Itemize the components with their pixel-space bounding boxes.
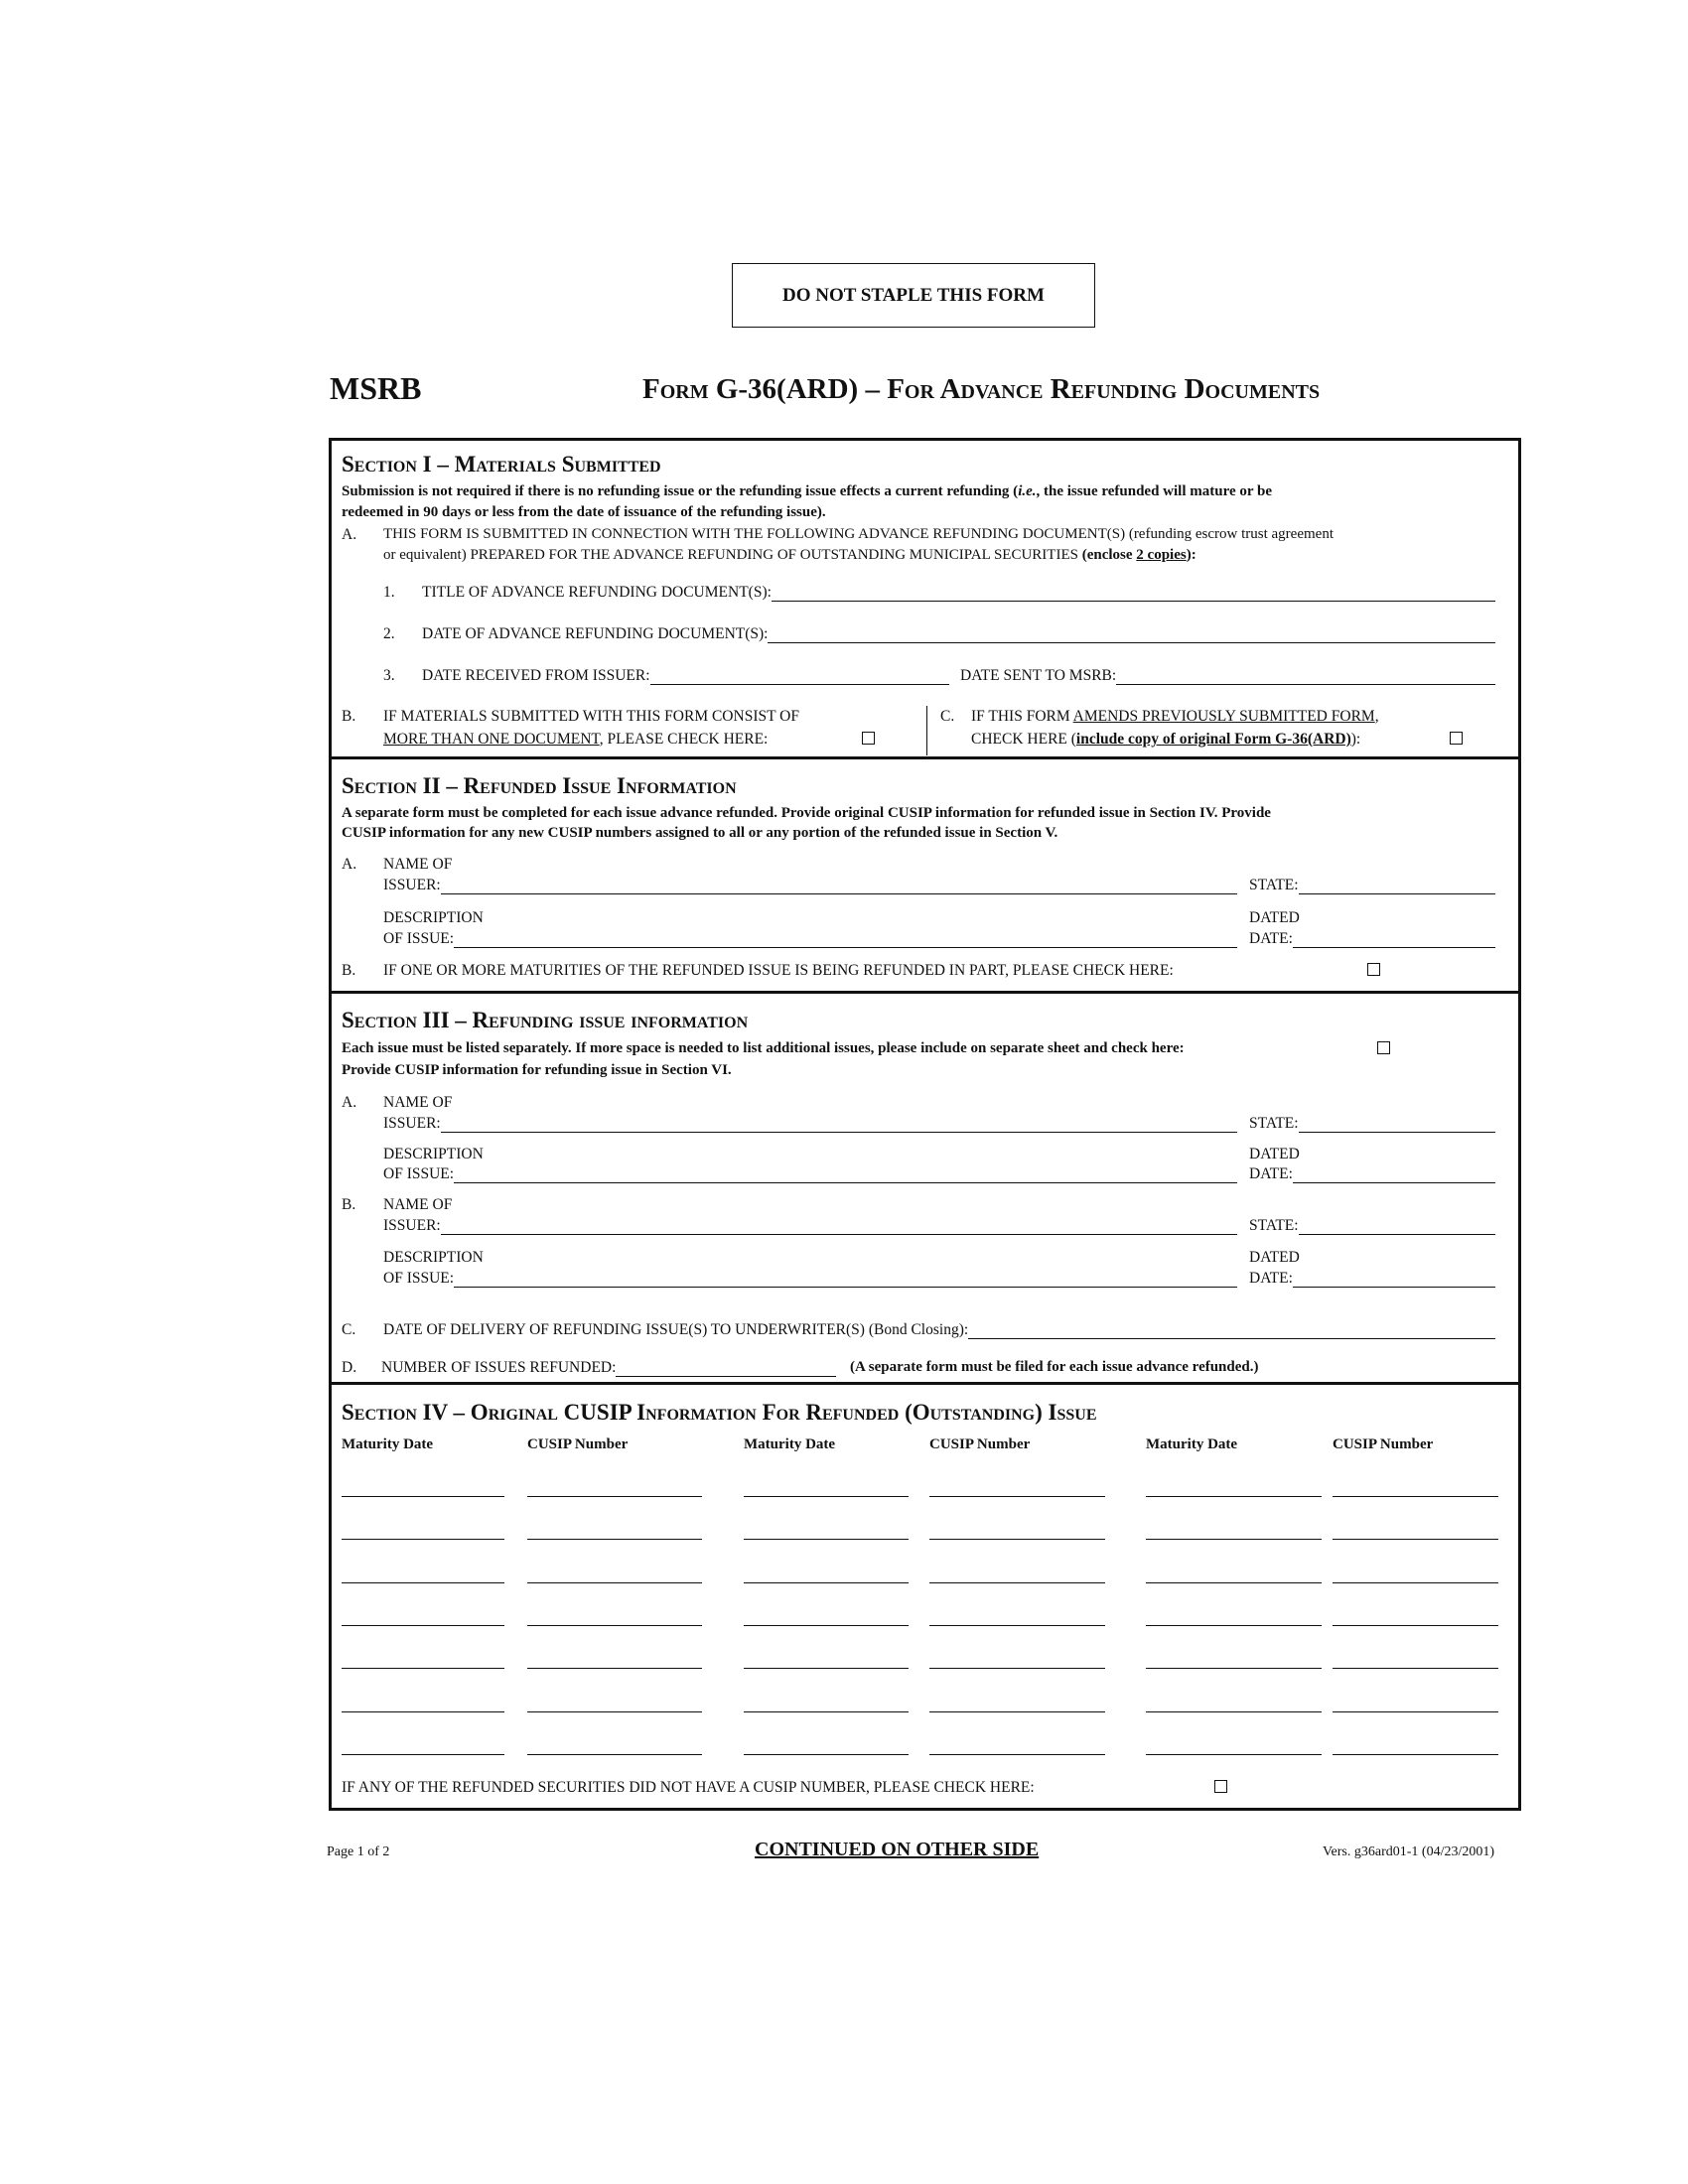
description-row xyxy=(383,1270,1239,1288)
item-letter: C. xyxy=(342,1321,356,1338)
cusip-number-input[interactable] xyxy=(1333,1539,1498,1540)
column-header: CUSIP Number xyxy=(1333,1436,1434,1452)
issuer-row xyxy=(383,1217,1239,1235)
item-letter: B. xyxy=(342,708,356,725)
field-label: DATE: xyxy=(1249,930,1293,947)
section-divider xyxy=(329,756,1521,759)
cusip-number-input[interactable] xyxy=(1333,1711,1498,1712)
cusip-number-input[interactable] xyxy=(1333,1754,1498,1755)
section-3-note: Each issue must be listed separately. If more space is needed to list additional issues, please include on separate sheet and check here: xyxy=(342,1040,1185,1056)
field-label: STATE: xyxy=(1249,1115,1299,1132)
section-1-b-text xyxy=(383,731,768,749)
maturity-date-input[interactable] xyxy=(1146,1582,1322,1583)
state-row xyxy=(1249,1115,1497,1133)
maturity-date-input[interactable] xyxy=(342,1496,504,1497)
field-label: DESCRIPTION xyxy=(383,1146,484,1162)
section-divider xyxy=(329,1382,1521,1385)
issuer-row xyxy=(383,877,1239,894)
item-letter: B. xyxy=(342,1196,356,1213)
field-label: OF ISSUE: xyxy=(383,1270,455,1287)
maturity-date-input[interactable] xyxy=(342,1582,504,1583)
issuer-input[interactable] xyxy=(441,878,1237,894)
section-1-a-text xyxy=(383,547,1196,564)
cusip-number-input[interactable] xyxy=(929,1668,1105,1669)
received-field-row xyxy=(383,667,951,685)
section-1-title: Section I – Materials Submitted xyxy=(342,452,661,477)
text: , PLEASE CHECK HERE: xyxy=(599,731,769,748)
page-number: Page 1 of 2 xyxy=(327,1844,390,1859)
version-label: Vers. g36ard01-1 (04/23/2001) xyxy=(1323,1844,1495,1859)
description-row xyxy=(383,1165,1239,1183)
refunded-in-part-checkbox[interactable] xyxy=(1367,963,1380,976)
maturity-date-input[interactable] xyxy=(744,1668,909,1669)
divider xyxy=(926,706,927,755)
field-label: NUMBER OF ISSUES REFUNDED: xyxy=(381,1359,617,1376)
description-b-input[interactable] xyxy=(454,1271,1237,1288)
item-number: 3. xyxy=(383,667,395,684)
dated-date-row xyxy=(1249,930,1497,948)
do-not-staple-notice: DO NOT STAPLE THIS FORM xyxy=(732,263,1095,328)
cusip-number-input[interactable] xyxy=(1333,1496,1498,1497)
issuer-b-input[interactable] xyxy=(441,1218,1237,1235)
state-row xyxy=(1249,1217,1497,1235)
title-input[interactable] xyxy=(772,585,1495,602)
column-header: Maturity Date xyxy=(1146,1436,1238,1452)
field-label: DATE SENT TO MSRB: xyxy=(960,667,1117,684)
cusip-number-input[interactable] xyxy=(527,1496,702,1497)
note-text: i.e. xyxy=(1018,483,1037,499)
date-field-row xyxy=(383,625,1497,643)
cusip-number-input[interactable] xyxy=(527,1711,702,1712)
maturity-date-input[interactable] xyxy=(1146,1668,1322,1669)
field-label: DATE: xyxy=(1249,1165,1293,1182)
item-letter: C. xyxy=(940,708,955,725)
cusip-number-input[interactable] xyxy=(929,1496,1105,1497)
field-label: DATE OF DELIVERY OF REFUNDING ISSUE(S) TO UNDERWRITER(S) (Bond Closing): xyxy=(383,1321,969,1338)
maturity-date-input[interactable] xyxy=(1146,1625,1322,1626)
state-a-input[interactable] xyxy=(1299,1116,1495,1133)
cusip-number-input[interactable] xyxy=(929,1711,1105,1712)
maturity-date-input[interactable] xyxy=(1146,1711,1322,1712)
text: (enclose xyxy=(1081,547,1137,563)
issuer-a-input[interactable] xyxy=(441,1116,1237,1133)
column-header: Maturity Date xyxy=(342,1436,434,1452)
field-label: DATED xyxy=(1249,909,1300,926)
org-name: MSRB xyxy=(330,370,422,406)
cusip-number-input[interactable] xyxy=(527,1625,702,1626)
description-input[interactable] xyxy=(454,931,1237,948)
continued-notice: CONTINUED ON OTHER SIDE xyxy=(755,1839,1040,1860)
field-label: STATE: xyxy=(1249,1217,1299,1234)
maturity-date-input[interactable] xyxy=(1146,1496,1322,1497)
delivery-date-row xyxy=(383,1321,1497,1339)
section-1-a-text: THIS FORM IS SUBMITTED IN CONNECTION WITH THE FOLLOWING ADVANCE REFUNDING DOCUMENT(S) (refunding escrow trust agreement xyxy=(383,526,1334,542)
maturity-date-input[interactable] xyxy=(744,1625,909,1626)
section-2-b-text: IF ONE OR MORE MATURITIES OF THE REFUNDED ISSUE IS BEING REFUNDED IN PART, PLEASE CHECK HERE: xyxy=(383,962,1174,979)
sent-field-row xyxy=(960,667,1497,685)
field-label: STATE: xyxy=(1249,877,1299,893)
field-label: ISSUER: xyxy=(383,877,441,893)
issues-refunded-input[interactable] xyxy=(616,1360,836,1377)
multiple-documents-checkbox[interactable] xyxy=(862,732,875,745)
state-b-input[interactable] xyxy=(1299,1218,1495,1235)
field-label: OF ISSUE: xyxy=(383,930,455,947)
description-a-input[interactable] xyxy=(454,1166,1237,1183)
date-sent-input[interactable] xyxy=(1116,668,1495,685)
column-header: CUSIP Number xyxy=(527,1436,629,1452)
cusip-number-input[interactable] xyxy=(527,1668,702,1669)
maturity-date-input[interactable] xyxy=(342,1711,504,1712)
issues-refunded-row xyxy=(381,1359,838,1377)
cusip-number-input[interactable] xyxy=(929,1625,1105,1626)
cusip-number-input[interactable] xyxy=(527,1754,702,1755)
text: IF THIS FORM xyxy=(971,708,1073,725)
text: ): xyxy=(1350,731,1361,748)
field-label: DATED xyxy=(1249,1249,1300,1266)
field-label: ISSUER: xyxy=(383,1115,441,1132)
state-input[interactable] xyxy=(1299,878,1495,894)
field-label: NAME OF xyxy=(383,1196,453,1213)
column-header: Maturity Date xyxy=(744,1436,836,1452)
maturity-date-input[interactable] xyxy=(1146,1539,1322,1540)
maturity-date-input[interactable] xyxy=(744,1711,909,1712)
cusip-number-input[interactable] xyxy=(929,1754,1105,1755)
section-1-note: redeemed in 90 days or less from the date of issuance of the refunding issue). xyxy=(342,504,826,520)
section-1-c-text xyxy=(971,708,1379,726)
field-label: TITLE OF ADVANCE REFUNDING DOCUMENT(S): xyxy=(422,584,772,601)
amends-form-checkbox[interactable] xyxy=(1450,732,1463,745)
section-divider xyxy=(329,991,1521,994)
field-label: DATED xyxy=(1249,1146,1300,1162)
dated-date-row xyxy=(1249,1270,1497,1288)
maturity-date-input[interactable] xyxy=(342,1539,504,1540)
dated-date-b-input[interactable] xyxy=(1293,1271,1495,1288)
field-label: DATE: xyxy=(1249,1270,1293,1287)
dated-date-a-input[interactable] xyxy=(1293,1166,1495,1183)
no-cusip-checkbox[interactable] xyxy=(1214,1780,1227,1793)
cusip-number-input[interactable] xyxy=(527,1582,702,1583)
section-3-note: Provide CUSIP information for refunding issue in Section VI. xyxy=(342,1062,732,1078)
maturity-date-input[interactable] xyxy=(744,1754,909,1755)
dated-date-input[interactable] xyxy=(1293,931,1495,948)
description-row xyxy=(383,930,1239,948)
document-date-input[interactable] xyxy=(768,626,1495,643)
item-letter: D. xyxy=(342,1359,357,1376)
additional-issues-checkbox[interactable] xyxy=(1377,1041,1390,1054)
state-row xyxy=(1249,877,1497,894)
text: ): xyxy=(1186,547,1196,563)
section-2-title: Section II – Refunded Issue Information xyxy=(342,773,737,798)
cusip-number-input[interactable] xyxy=(1333,1625,1498,1626)
maturity-date-input[interactable] xyxy=(342,1668,504,1669)
maturity-date-input[interactable] xyxy=(342,1625,504,1626)
text: 2 copies xyxy=(1136,547,1187,563)
section-2-note: A separate form must be completed for each issue advance refunded. Provide original CUSIP information for refunded issue in Section IV. Provide xyxy=(342,805,1271,821)
maturity-date-input[interactable] xyxy=(342,1754,504,1755)
delivery-date-input[interactable] xyxy=(968,1322,1495,1339)
note-text: , the issue refunded will mature or be xyxy=(1036,483,1273,499)
item-letter: A. xyxy=(342,526,357,543)
field-label: DESCRIPTION xyxy=(383,1249,484,1266)
section-1-b-text: IF MATERIALS SUBMITTED WITH THIS FORM CONSIST OF xyxy=(383,708,799,725)
note-text: Submission is not required if there is no refunding issue or the refunding issue effects a current refunding ( xyxy=(342,483,1019,499)
text: MORE THAN ONE DOCUMENT xyxy=(383,731,600,748)
section-3-title: Section III – Refunding issue information xyxy=(342,1008,749,1032)
dated-date-row xyxy=(1249,1165,1497,1183)
item-letter: A. xyxy=(342,1094,357,1111)
form-title: Form G-36(ARD) – For Advance Refunding Documents xyxy=(642,373,1321,405)
maturity-date-input[interactable] xyxy=(744,1539,909,1540)
field-label: OF ISSUE: xyxy=(383,1165,455,1182)
cusip-number-input[interactable] xyxy=(1333,1582,1498,1583)
item-number: 2. xyxy=(383,625,395,642)
text: or equivalent) PREPARED FOR THE ADVANCE REFUNDING OF OUTSTANDING MUNICIPAL SECURITIES xyxy=(383,547,1082,563)
section-1-c-text xyxy=(971,731,1360,749)
cusip-number-input[interactable] xyxy=(527,1539,702,1540)
field-label: NAME OF xyxy=(383,1094,453,1111)
no-cusip-text: IF ANY OF THE REFUNDED SECURITIES DID NOT HAVE A CUSIP NUMBER, PLEASE CHECK HERE: xyxy=(342,1779,1035,1796)
text: , xyxy=(1374,708,1379,725)
cusip-number-input[interactable] xyxy=(1333,1668,1498,1669)
section-4-title: Section IV – Original CUSIP Information For Refunded (Outstanding) Issue xyxy=(342,1400,1097,1425)
column-header: CUSIP Number xyxy=(929,1436,1031,1452)
section-2-note: CUSIP information for any new CUSIP numbers assigned to all or any portion of the refunded issue in Section V. xyxy=(342,825,1058,841)
item-letter: A. xyxy=(342,856,357,873)
field-label: ISSUER: xyxy=(383,1217,441,1234)
maturity-date-input[interactable] xyxy=(744,1582,909,1583)
cusip-number-input[interactable] xyxy=(929,1582,1105,1583)
maturity-date-input[interactable] xyxy=(1146,1754,1322,1755)
field-label: DATE OF ADVANCE REFUNDING DOCUMENT(S): xyxy=(422,625,769,642)
maturity-date-input[interactable] xyxy=(744,1496,909,1497)
field-label: NAME OF xyxy=(383,856,453,873)
date-received-input[interactable] xyxy=(650,668,949,685)
field-label: DATE RECEIVED FROM ISSUER: xyxy=(422,667,650,684)
issues-refunded-note: (A separate form must be filed for each issue advance refunded.) xyxy=(850,1359,1259,1375)
text: CHECK HERE ( xyxy=(971,731,1076,748)
item-number: 1. xyxy=(383,584,395,601)
field-label: DESCRIPTION xyxy=(383,909,484,926)
text: AMENDS PREVIOUSLY SUBMITTED FORM xyxy=(1072,708,1375,725)
cusip-number-input[interactable] xyxy=(929,1539,1105,1540)
title-field-row xyxy=(383,584,1497,602)
section-1-note xyxy=(342,483,1272,500)
text: include copy of original Form G-36(ARD) xyxy=(1075,731,1351,748)
item-letter: B. xyxy=(342,962,356,979)
issuer-row xyxy=(383,1115,1239,1133)
